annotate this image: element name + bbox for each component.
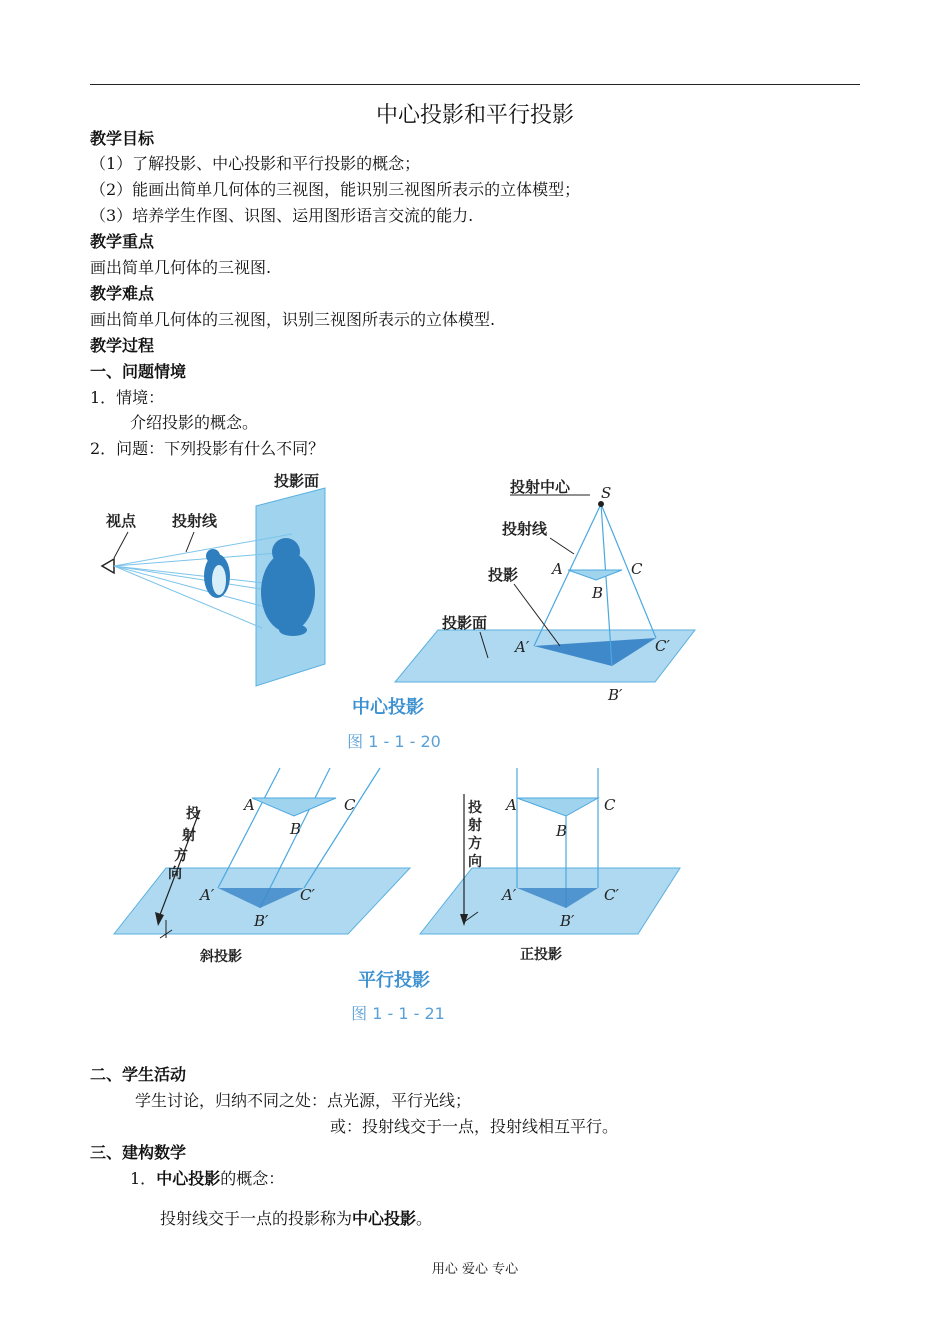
orthogonal-caption: 正投影 (520, 947, 562, 963)
dir-char-o3: 方 (468, 836, 482, 852)
dir-char-o1: 投 (468, 800, 482, 816)
definition-suffix: 。 (416, 1209, 433, 1228)
label-S: S (601, 484, 612, 502)
orthogonal-direction-label (468, 799, 482, 870)
keypoint-text: 画出简单几何体的三视图. (90, 258, 272, 277)
label-A: A (552, 560, 563, 578)
page-footer: 用心 爱心 专心 (431, 1262, 519, 1277)
label-C: C (631, 560, 643, 578)
parallel-projection-figure (90, 760, 730, 1030)
item2: 2．问题：下列投影有什么不同？ (90, 439, 325, 458)
orthogonal-label-B: B (556, 822, 568, 840)
page-title: 中心投影和平行投影 (375, 103, 574, 128)
definition-term: 中心投影 (352, 1209, 417, 1228)
orthogonal-object (517, 798, 598, 816)
label-projection: 投影 (488, 566, 519, 584)
concept-line (130, 1167, 284, 1191)
oblique-object (252, 798, 336, 816)
label-projection-plane-right: 投影面 (442, 614, 488, 632)
difficulty-text: 画出简单几何体的三视图，识别三视图所表示的立体模型. (90, 310, 496, 329)
penguin-small (204, 549, 230, 598)
section1-heading: 一、问题情境 (90, 362, 187, 381)
definition-prefix: 投射线交于一点的投影称为 (160, 1209, 353, 1228)
concept-num: 1． (130, 1169, 157, 1188)
orthogonal-label-C-prime: C′ (604, 886, 619, 904)
figure2-caption: 平行投影 (358, 970, 430, 991)
objective-3: （3）培养学生作图、识图、运用图形语言交流的能力. (90, 206, 474, 225)
item1: 1．情境： (90, 388, 165, 407)
oblique-label-C: C (344, 796, 356, 814)
label-projection-line-left: 投射线 (172, 512, 218, 530)
label-projection-plane-left: 投影面 (274, 472, 320, 490)
figure1-number: 图 1 - 1 - 20 (347, 732, 441, 751)
keypoint-heading: 教学重点 (90, 232, 155, 251)
leader-viewpoint (114, 532, 128, 558)
figure2-number: 图 1 - 1 - 21 (351, 1004, 445, 1023)
orthogonal-label-A-prime: A′ (502, 886, 517, 904)
dir-char-3: 方 (174, 848, 188, 864)
section2-heading: 二、学生活动 (90, 1065, 187, 1084)
dir-char-o4: 向 (468, 854, 482, 870)
label-B: B (592, 584, 604, 602)
activity-line-1: 学生讨论，归纳不同之处：点光源，平行光线； (135, 1091, 472, 1110)
label-B-prime: B′ (608, 686, 623, 704)
object-triangle (568, 570, 622, 580)
definition-line (160, 1207, 432, 1231)
leader-projection-line-right (550, 538, 574, 554)
orthogonal-label-B-prime: B′ (560, 912, 575, 930)
dir-char-2: 射 (182, 828, 196, 844)
label-center: 投射中心 (510, 478, 571, 496)
activity-line-2: 或：投射线交于一点，投射线相互平行。 (330, 1117, 619, 1136)
oblique-label-B-prime: B′ (254, 912, 269, 930)
oblique-label-B: B (290, 820, 302, 838)
dir-char-o2: 射 (468, 818, 482, 834)
oblique-label-A: A (244, 796, 255, 814)
oblique-caption: 斜投影 (200, 949, 242, 965)
objective-1: （1）了解投影、中心投影和平行投影的概念； (90, 154, 421, 173)
projection-plane-right (395, 630, 695, 682)
concept-term: 中心投影 (156, 1169, 221, 1188)
header-rule (90, 84, 860, 85)
dir-char-4: 向 (168, 866, 182, 882)
difficulty-heading: 教学难点 (90, 284, 155, 303)
dir-char-1: 投 (186, 806, 200, 822)
objective-2: （2）能画出简单几何体的三视图，能识别三视图所表示的立体模型； (90, 180, 581, 199)
orthogonal-label-A: A (506, 796, 517, 814)
label-A-prime: A′ (515, 638, 530, 656)
central-projection-figure (90, 468, 730, 758)
figure1-caption: 中心投影 (352, 697, 424, 718)
label-projection-line-right: 投射线 (502, 520, 548, 538)
process-heading: 教学过程 (90, 336, 155, 355)
orthogonal-label-C: C (604, 796, 616, 814)
leader-projection-line (186, 532, 194, 552)
label-viewpoint: 视点 (106, 512, 137, 530)
oblique-label-A-prime: A′ (200, 886, 215, 904)
label-C-prime: C′ (655, 637, 670, 655)
concept-suffix: 的概念： (220, 1169, 285, 1188)
item1-detail: 介绍投影的概念。 (130, 413, 259, 432)
objectives-heading: 教学目标 (90, 129, 155, 148)
section3-heading: 三、建构数学 (90, 1143, 187, 1162)
eye-icon (102, 559, 114, 573)
oblique-label-C-prime: C′ (300, 886, 315, 904)
